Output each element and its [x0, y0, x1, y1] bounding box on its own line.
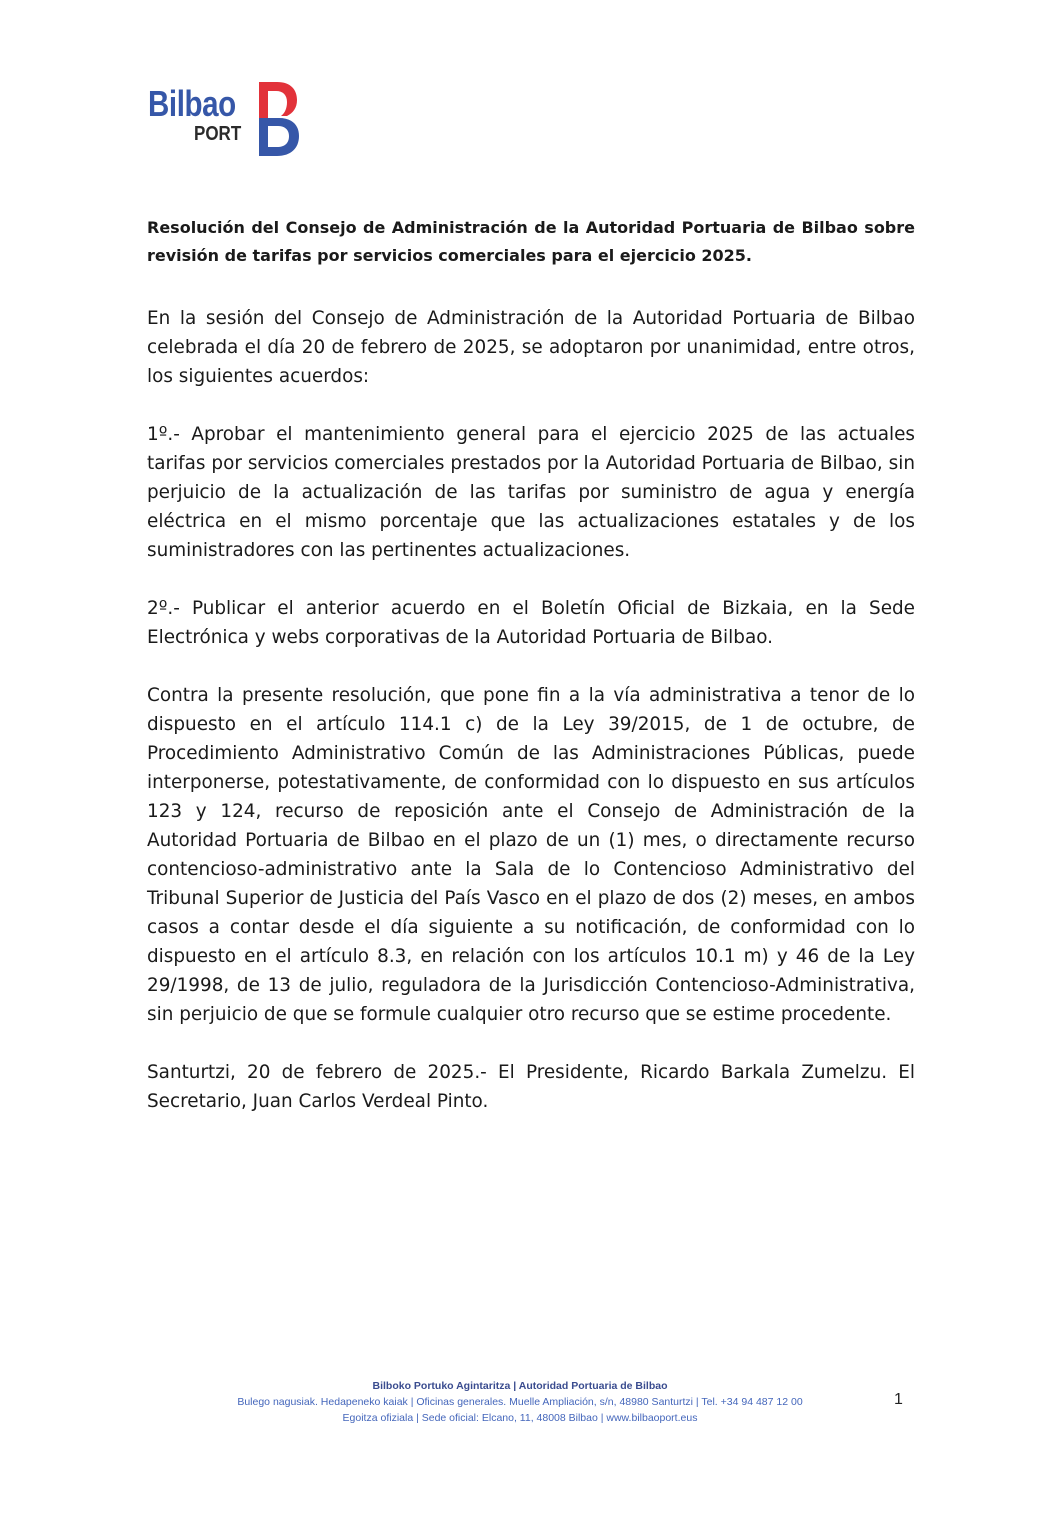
page-footer [150, 1378, 890, 1426]
logo-word-bilbao: Bilbao [148, 83, 236, 124]
page-number: 1 [894, 1391, 903, 1408]
footer-authority-line: Bilboko Portuko Agintaritza | Autoridad Portuaria de Bilbao [372, 1380, 668, 1392]
appeal-paragraph: Contra la presente resolución, que pone fin a la vía administrativa a tenor de lo dispuesto en el artículo 114.1 c) de la Ley 39/2015, de 1 de octubre, de Procedimiento Administrativo Común de las Administraciones Públicas, puede interponerse, potestativamente, de conformidad con lo dispuesto en sus artículos 123 y 124, recurso de reposición ante el Consejo de Administración de la Autoridad Portuaria de Bilbao en el plazo de un (1) mes, o directamente recurso contencioso-administrativo ante la Sala de lo Contencioso Administrativo del Tribunal Superior de Justicia del País Vasco en el plazo de dos (2) meses, en ambos casos a contar desde el día siguiente a su notificación, de conformidad con lo dispuesto en el artículo 8.3, en relación con los artículos 10.1 m) y 46 de la Ley 29/1998, de 13 de julio, reguladora de la Jurisdicción Contencioso-Administrativa, sin perjuicio de que se formule cualquier otro recurso que se estime procedente. [147, 685, 915, 1025]
logo-word-port: PORT [194, 123, 242, 145]
logo-b-mark [257, 80, 301, 158]
document-body [147, 214, 915, 1116]
agreement-1-paragraph: 1º.- Aprobar el mantenimiento general para el ejercicio 2025 de las actuales tarifas por servicios comerciales prestados por la Autoridad Portuaria de Bilbao, sin perjuicio de la actualización de las tarifas por suministro de agua y energía eléctrica en el mismo porcentaje que las actualizaciones estatales y de los suministradores con las pertinentes actualizaciones. [147, 424, 915, 561]
agreement-2-paragraph: 2º.- Publicar el anterior acuerdo en el Boletín Oficial de Bizkaia, en la Sede Electrónica y webs corporativas de la Autoridad Portuaria de Bilbao. [147, 598, 915, 648]
intro-paragraph: En la sesión del Consejo de Administración de la Autoridad Portuaria de Bilbao celebrada el día 20 de febrero de 2025, se adoptaron por unanimidad, entre otros, los siguientes acuerdos: [147, 308, 915, 387]
document-title: Resolución del Consejo de Administración de la Autoridad Portuaria de Bilbao sobre revisión de tarifas por servicios comerciales para el ejercicio 2025. [147, 218, 915, 265]
bilbao-port-logo [147, 80, 307, 158]
footer-seat-line: Egoitza ofiziala | Sede oficial: Elcano, 11, 48008 Bilbao | www.bilbaoport.eus [342, 1412, 698, 1424]
signature-paragraph: Santurtzi, 20 de febrero de 2025.- El Presidente, Ricardo Barkala Zumelzu. El Secretario, Juan Carlos Verdeal Pinto. [147, 1062, 915, 1112]
footer-offices-line: Bulego nagusiak. Hedapeneko kaiak | Oficinas generales. Muelle Ampliación, s/n, 48980 Santurtzi | Tel. +34 94 487 12 00 [237, 1396, 803, 1408]
